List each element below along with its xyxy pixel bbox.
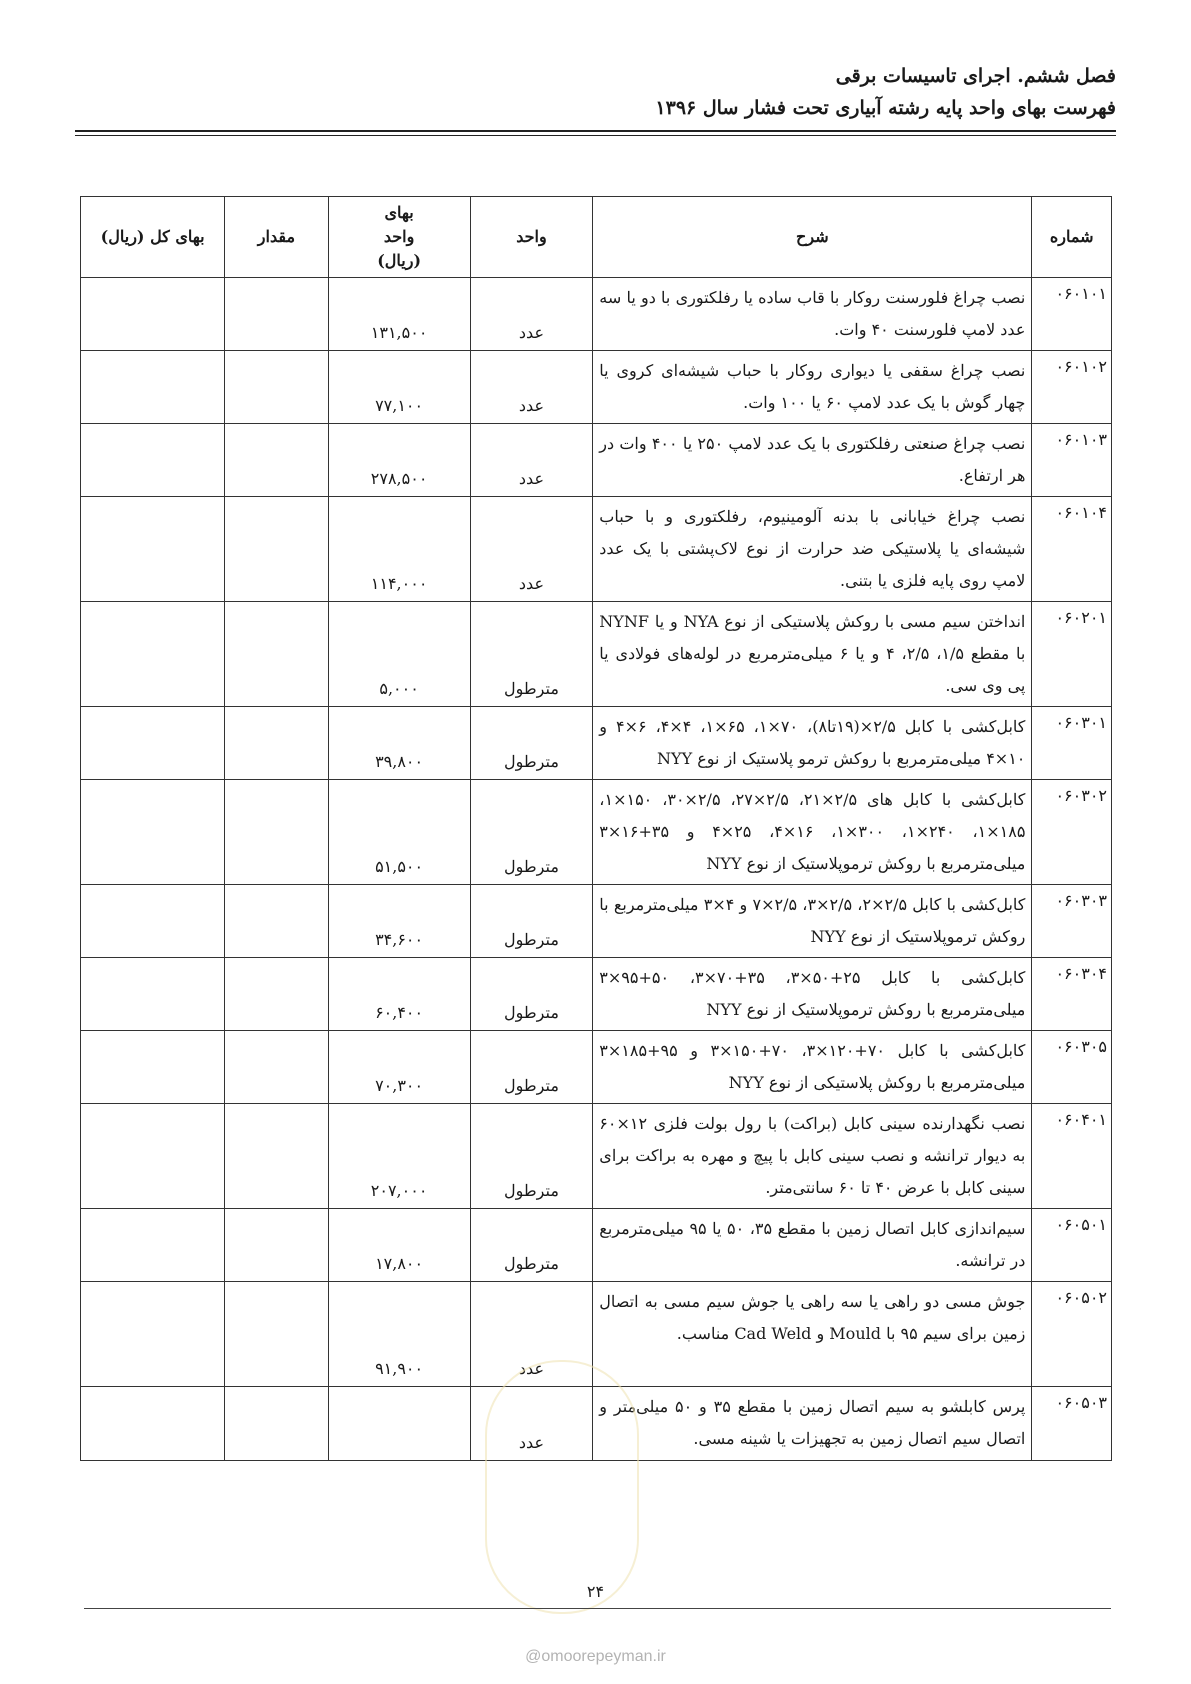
item-number: ۰۶۰۳۰۴ bbox=[1032, 958, 1112, 1031]
item-unit: مترطول bbox=[470, 1209, 593, 1282]
item-number: ۰۶۰۱۰۲ bbox=[1032, 351, 1112, 424]
chapter-title: فصل ششم. اجرای تاسیسات برقی bbox=[835, 65, 1116, 87]
item-unit-price bbox=[328, 1387, 470, 1461]
table-row bbox=[81, 707, 1112, 780]
item-unit: عدد bbox=[470, 497, 593, 602]
site-credit: @omoorepeyman.ir bbox=[525, 1648, 666, 1665]
item-number: ۰۶۰۴۰۱ bbox=[1032, 1104, 1112, 1209]
item-total-price bbox=[81, 602, 225, 707]
item-number: ۰۶۰۳۰۳ bbox=[1032, 885, 1112, 958]
item-description: نصب نگهدارنده سینی کابل (براکت) با رول بولت فلزی ۱۲×۶۰ به دیوار ترانشه و نصب سینی کابل با پیچ و مهره به براکت برای سینی کابل با عرض ۴۰ تا ۶۰ سانتی‌متر. bbox=[593, 1104, 1032, 1209]
item-unit: عدد bbox=[470, 278, 593, 351]
table-body bbox=[81, 278, 1112, 1461]
item-total-price bbox=[81, 1387, 225, 1461]
item-number: ۰۶۰۱۰۳ bbox=[1032, 424, 1112, 497]
item-unit: مترطول bbox=[470, 780, 593, 885]
item-quantity bbox=[225, 278, 328, 351]
item-quantity bbox=[225, 424, 328, 497]
item-number: ۰۶۰۵۰۲ bbox=[1032, 1282, 1112, 1387]
item-unit: مترطول bbox=[470, 1104, 593, 1209]
item-number: ۰۶۰۱۰۱ bbox=[1032, 278, 1112, 351]
item-unit: مترطول bbox=[470, 1031, 593, 1104]
table-row bbox=[81, 351, 1112, 424]
item-unit: مترطول bbox=[470, 958, 593, 1031]
item-number: ۰۶۰۱۰۴ bbox=[1032, 497, 1112, 602]
item-unit: مترطول bbox=[470, 885, 593, 958]
item-quantity bbox=[225, 497, 328, 602]
item-total-price bbox=[81, 1104, 225, 1209]
item-total-price bbox=[81, 278, 225, 351]
item-description: نصب چراغ سقفی یا دیواری روکار با حباب شیشه‌ای کروی یا چهار گوش با یک عدد لامپ ۶۰ یا ۱۰۰ وات. bbox=[593, 351, 1032, 424]
table-row bbox=[81, 1104, 1112, 1209]
item-unit-price: ۲۷۸,۵۰۰ bbox=[328, 424, 470, 497]
item-description: جوش مسی دو راهی یا سه راهی یا جوش سیم مسی به اتصال زمین برای سیم ۹۵ با Mould و Cad Weld مناسب. bbox=[593, 1282, 1032, 1387]
col-header-total-price: بهای کل (ریال) bbox=[81, 197, 225, 278]
table-row bbox=[81, 1387, 1112, 1461]
item-total-price bbox=[81, 958, 225, 1031]
item-unit-price: ۹۱,۹۰۰ bbox=[328, 1282, 470, 1387]
item-number: ۰۶۰۵۰۱ bbox=[1032, 1209, 1112, 1282]
item-total-price bbox=[81, 707, 225, 780]
item-unit-price: ۱۱۴,۰۰۰ bbox=[328, 497, 470, 602]
item-quantity bbox=[225, 602, 328, 707]
item-description: نصب چراغ خیابانی با بدنه آلومینیوم، رفلکتوری و با حباب شیشه‌ای یا پلاستیکی ضد حرارت از نوع لاک‌پشتی با یک عدد لامپ روی پایه فلزی یا بتنی. bbox=[593, 497, 1032, 602]
item-unit: مترطول bbox=[470, 602, 593, 707]
header-rule-thin bbox=[75, 135, 1116, 136]
item-unit-price: ۱۷,۸۰۰ bbox=[328, 1209, 470, 1282]
header-rule-thick bbox=[75, 130, 1116, 132]
item-quantity bbox=[225, 707, 328, 780]
item-unit-price: ۷۰,۳۰۰ bbox=[328, 1031, 470, 1104]
table-row bbox=[81, 885, 1112, 958]
item-quantity bbox=[225, 1209, 328, 1282]
item-unit-price: ۶۰,۴۰۰ bbox=[328, 958, 470, 1031]
item-description: کابل‌کشی با کابل ۲/۵×(۱۹تا۸)، ۷۰×۱، ۶۵×۱، ۴×۴، ۶×۴ و ۱۰×۴ میلی‌مترمربع با روکش ترمو پلاستیک از نوع NYY bbox=[593, 707, 1032, 780]
item-unit-price: ۳۹,۸۰۰ bbox=[328, 707, 470, 780]
footer-rule bbox=[84, 1608, 1111, 1609]
table-row bbox=[81, 1031, 1112, 1104]
item-unit: عدد bbox=[470, 424, 593, 497]
col-header-description: شرح bbox=[593, 197, 1032, 278]
item-total-price bbox=[81, 351, 225, 424]
item-description: نصب چراغ فلورسنت روکار با قاب ساده یا رفلکتوری با دو یا سه عدد لامپ فلورسنت ۴۰ وات. bbox=[593, 278, 1032, 351]
table-row bbox=[81, 602, 1112, 707]
item-number: ۰۶۰۳۰۱ bbox=[1032, 707, 1112, 780]
table-row bbox=[81, 278, 1112, 351]
item-unit-price: ۱۳۱,۵۰۰ bbox=[328, 278, 470, 351]
item-unit-price: ۲۰۷,۰۰۰ bbox=[328, 1104, 470, 1209]
item-description: سیم‌اندازی کابل اتصال زمین با مقطع ۳۵، ۵۰ یا ۹۵ میلی‌مترمربع در ترانشه. bbox=[593, 1209, 1032, 1282]
table-row bbox=[81, 1209, 1112, 1282]
item-total-price bbox=[81, 885, 225, 958]
item-total-price bbox=[81, 1031, 225, 1104]
item-total-price bbox=[81, 497, 225, 602]
price-list-table bbox=[80, 196, 1112, 1461]
item-quantity bbox=[225, 1104, 328, 1209]
item-description: نصب چراغ صنعتی رفلکتوری با یک عدد لامپ ۲۵۰ یا ۴۰۰ وات در هر ارتفاع. bbox=[593, 424, 1032, 497]
col-header-quantity: مقدار bbox=[225, 197, 328, 278]
item-quantity bbox=[225, 885, 328, 958]
col-header-unit-price: بهای واحد (ریال) bbox=[328, 197, 470, 278]
item-description: پرس کابلشو به سیم اتصال زمین با مقطع ۳۵ و ۵۰ میلی‌متر و اتصال سیم اتصال زمین به تجهیزات یا شینه مسی. bbox=[593, 1387, 1032, 1461]
table-row bbox=[81, 1282, 1112, 1387]
item-description: انداختن سیم مسی با روکش پلاستیکی از نوع NYA و یا NYNF با مقطع ۱/۵، ۲/۵، ۴ و یا ۶ میلی‌مترمربع در لوله‌های فولادی یا پی وی سی. bbox=[593, 602, 1032, 707]
item-quantity bbox=[225, 780, 328, 885]
item-description: کابل‌کشی با کابل ۲/۵×۲، ۲/۵×۳، ۲/۵×۷ و ۴×۳ میلی‌مترمربع با روکش ترموپلاستیک از نوع NYY bbox=[593, 885, 1032, 958]
item-unit: عدد bbox=[470, 1282, 593, 1387]
item-quantity bbox=[225, 1282, 328, 1387]
item-total-price bbox=[81, 1209, 225, 1282]
item-unit-price: ۵۱,۵۰۰ bbox=[328, 780, 470, 885]
item-unit-price: ۵,۰۰۰ bbox=[328, 602, 470, 707]
item-number: ۰۶۰۲۰۱ bbox=[1032, 602, 1112, 707]
table-row bbox=[81, 780, 1112, 885]
item-description: کابل‌کشی با کابل ۲۵+۵۰×۳، ۳۵+۷۰×۳، ۵۰+۹۵×۳ میلی‌مترمربع با روکش ترموپلاستیک از نوع NYY bbox=[593, 958, 1032, 1031]
table-row bbox=[81, 424, 1112, 497]
item-unit: مترطول bbox=[470, 707, 593, 780]
page-header bbox=[655, 60, 1116, 124]
item-quantity bbox=[225, 958, 328, 1031]
item-unit-price: ۷۷,۱۰۰ bbox=[328, 351, 470, 424]
item-quantity bbox=[225, 351, 328, 424]
table-row bbox=[81, 497, 1112, 602]
item-number: ۰۶۰۵۰۳ bbox=[1032, 1387, 1112, 1461]
page-number: ۲۴ bbox=[586, 1582, 605, 1601]
item-number: ۰۶۰۳۰۵ bbox=[1032, 1031, 1112, 1104]
table-header-row bbox=[81, 197, 1112, 278]
item-unit-price: ۳۴,۶۰۰ bbox=[328, 885, 470, 958]
item-total-price bbox=[81, 424, 225, 497]
item-description: کابل‌کشی با کابل ۷۰+۱۲۰×۳، ۷۰+۱۵۰×۳ و ۹۵+۱۸۵×۳ میلی‌مترمربع با روکش پلاستیکی از نوع NYY bbox=[593, 1031, 1032, 1104]
document-title: فهرست بهای واحد پایه رشته آبیاری تحت فشار سال ۱۳۹۶ bbox=[655, 97, 1116, 119]
item-quantity bbox=[225, 1031, 328, 1104]
item-unit: عدد bbox=[470, 351, 593, 424]
col-header-number: شماره bbox=[1032, 197, 1112, 278]
item-total-price bbox=[81, 1282, 225, 1387]
table-row bbox=[81, 958, 1112, 1031]
item-number: ۰۶۰۳۰۲ bbox=[1032, 780, 1112, 885]
item-description: کابل‌کشی با کابل های ۲/۵×۲۱، ۲/۵×۲۷، ۲/۵×۳۰، ۱۵۰×۱، ۱۸۵×۱، ۲۴۰×۱، ۳۰۰×۱، ۱۶×۴، ۲۵×۴ و ۳۵+۱۶×۳ میلی‌مترمربع با روکش ترموپلاستیک از نوع NYY bbox=[593, 780, 1032, 885]
item-unit: عدد bbox=[470, 1387, 593, 1461]
item-total-price bbox=[81, 780, 225, 885]
col-header-unit: واحد bbox=[470, 197, 593, 278]
item-quantity bbox=[225, 1387, 328, 1461]
